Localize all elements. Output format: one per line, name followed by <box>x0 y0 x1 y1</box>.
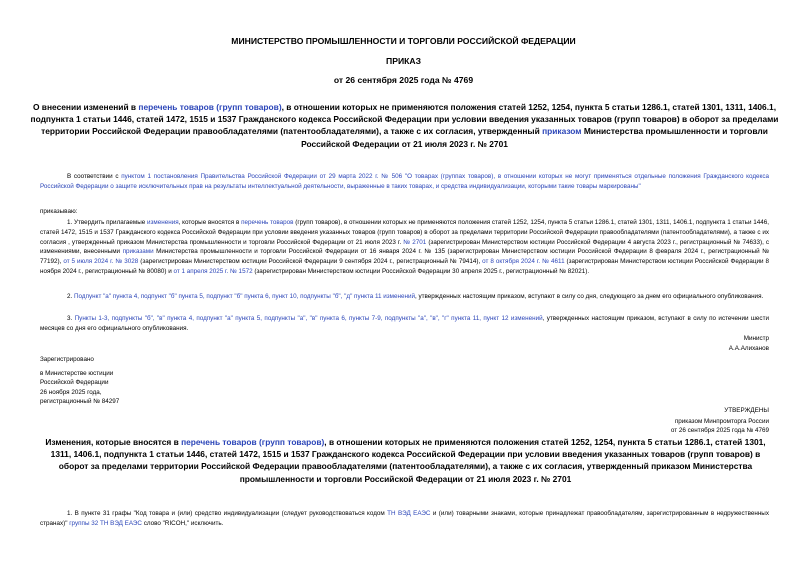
changes-title <box>40 436 771 485</box>
item-1-text: 1. Утвердить прилагаемые <box>67 219 148 226</box>
title-text-2: , в отношении которых не применяются положения статей 1252, 1254, пункта 5 статьи 1286.1, статей 1301, 1311, 1406.1, подпункта 1 статьи 1446, статей 1472, 1515 и 1537 Гражданского кодекса Российской Федерации при условии введения указанных товаров (групп товаров) в оборот за пределами территории Российской Федерации правообладателями (патентообладателями), а также с их согласия, утвержденный <box>30 102 779 137</box>
item-1-text: (зарегистрирован Министерством юстиции Российской Федерации 8 ноября 2024 г., регистрационный № 80080) и <box>40 258 769 275</box>
approved-line: приказом Минпромторга России <box>674 418 769 426</box>
item-3-text: , утвержденных настоящим приказом, вступают в силу по истечении шести месяцев со дня его официального опубликования. <box>40 315 769 332</box>
order-word: приказываю: <box>40 208 78 215</box>
document-title <box>28 101 781 150</box>
ministry-name: МИНИСТЕРСТВО ПРОМЫШЛЕННОСТИ И ТОРГОВЛИ РОССИЙСКОЙ ФЕДЕРАЦИИ <box>231 36 576 46</box>
item-1-link-1572[interactable]: от 1 апреля 2025 г. № 1572 <box>173 267 253 275</box>
item-1-link-list[interactable]: перечень товаров <box>241 219 294 226</box>
change-1-link-group32[interactable]: группы 32 ТН ВЭД ЕАЭС <box>69 519 142 527</box>
change-1-text: и (или) товарными знаками, которые принадлежат правообладателям, зарегистрированным в недружественных странах)" <box>40 510 769 527</box>
registration-line: Российской Федерации <box>40 379 109 387</box>
changes-title-text: , в отношении которых не применяются положения статей 1252, 1254, пункта 5 статьи 1286.1, статей 1301, 1311, 1406.1, подпункта 1 статьи 1446, статей 1472, 1515 и 1537 Гражданского кодекса Российской Федерации при условии введения указанных товаров (групп товаров) в оборот за пределами территории Российской Федерации правообладателями (патентообладателями), а также с их согласия, утвержденный приказом Министерства промышленности и торговли Российской Федерации от 21 июля 2023 г. № 2701 <box>50 437 766 484</box>
change-1-text: 1. В пункте 31 графы "Код товара и (или) средство индивидуализации (следует руководствоваться кодом <box>67 510 388 517</box>
change-1-text: слово "RICOH," исключить. <box>141 519 224 527</box>
item-1-text: Министерства промышленности и торговли Российской Федерации от 16 января 2024 г. № 135 (зарегистрирован Министерством юстиции Российской Федерации 8 февраля 2024 г., регистрационный № 77192), <box>40 248 769 266</box>
signature-position: Министр <box>743 335 769 342</box>
registration-line: Зарегистрировано <box>40 356 94 363</box>
item-3 <box>40 314 769 334</box>
item-2 <box>40 292 769 302</box>
item-3-text: 3. <box>67 315 75 322</box>
item-1-text: , которые вносятся в <box>178 219 242 226</box>
registration-line: регистрационный № 84297 <box>40 397 120 405</box>
item-1-text: (зарегистрирован Министерством юстиции Российской Федерации 4 августа 2023 г., регистрационный № 74633), с изменениями, внесенными <box>40 238 769 256</box>
item-1-text: (групп товаров), в отношении которых не применяются положения статей 1252, 1254, пункта 5 статьи 1286.1, статей 1301, 1311, 1406.1, подпункта 1 статьи 1446, статей 1472, 1515 и 1537 Гражданского кодекса Российской Федерации при условии введения указанных товаров (групп товаров) в оборот за пределами территории Российской Федерации правообладателями (патентообладателями), а также с их согласия , утвержденный приказом Министерства промышленности и торговли Российской Федерации от 21 июля 2023 г. <box>40 219 769 246</box>
title-link-order[interactable]: приказом <box>542 126 582 137</box>
preamble-link[interactable]: пунктом 1 постановления Правительства Российской Федерации от 29 марта 2022 г. № 506 "О товарах (группах товаров), в отношении которых не могут применяться отдельные положения Гражданского кодекса Российской Федерации о защите исключительных прав на результаты интеллектуальной деятельности, выраженные в таких товарах, и средства индивидуализации, которыми такие товары маркированы" <box>40 173 769 190</box>
title-link-list[interactable]: перечень товаров (групп товаров) <box>138 102 282 112</box>
item-3-link[interactable]: Пункты 1-3, подпункты "б", "в" пункта 4, подпункт "а" пункта 5, подпункты "а", "в" пункта 6, пункты 7-9, подпункты "а", "в", "г" пункта 11, пункт 12 изменений <box>74 315 543 322</box>
item-2-link[interactable]: Подпункт "а" пункта 4, подпункт "б" пункта 5, подпункт "б" пункта 6, пункт 10, подпункты "б", "д" пункта 11 изменений <box>74 293 415 300</box>
approved-line: от 26 сентября 2025 года № 4769 <box>670 427 769 435</box>
doc-type: ПРИКАЗ <box>386 56 421 66</box>
changes-title-text: Изменения, которые вносятся в <box>45 437 182 447</box>
registration-line: 26 ноября 2025 года, <box>40 388 102 396</box>
item-2-text: , утвержденных настоящим приказом, вступают в силу со дня, следующего за днем его официального опубликования. <box>415 293 764 300</box>
registration-block <box>40 355 240 406</box>
item-1-link-changes[interactable]: изменения <box>147 219 179 226</box>
item-1-text: (зарегистрирован Министерством юстиции Российской Федерации 9 сентября 2024 г., регистрационный № 79414), <box>138 258 483 266</box>
item-1 <box>40 218 769 277</box>
approved-line: УТВЕРЖДЕНЫ <box>724 407 769 414</box>
item-2-text: 2. <box>67 293 75 300</box>
item-1-link-4611[interactable]: от 8 октября 2024 г. № 4611 <box>482 258 565 266</box>
item-1-text: (зарегистрирован Министерством юстиции Российской Федерации 30 апреля 2025 г., регистрационный № 82021). <box>252 267 590 275</box>
item-1-link-2701[interactable]: № 2701 <box>403 238 427 246</box>
doc-date-number: от 26 сентября 2025 года № 4769 <box>333 75 474 85</box>
change-item-1 <box>40 509 769 529</box>
signature-name: А.А.Алиханов <box>728 345 769 352</box>
title-text-1: О внесении изменений в <box>32 102 139 112</box>
changes-title-link[interactable]: перечень товаров (групп товаров) <box>181 437 325 447</box>
item-1-link-3028[interactable]: от 5 июля 2024 г. № 3028 <box>63 258 139 266</box>
preamble-text: В соответствии с <box>67 173 122 180</box>
preamble <box>40 172 769 192</box>
title-text-3: Министерства промышленности и торговли Российской Федерации от 21 июля 2023 г. № 2701 <box>301 126 768 149</box>
registration-line: в Министерстве юстиции <box>40 370 114 378</box>
approved-block <box>519 406 769 436</box>
item-1-link-orders[interactable]: приказами <box>122 248 154 256</box>
change-1-link-tnved[interactable]: ТН ВЭД ЕАЭС <box>387 510 431 517</box>
